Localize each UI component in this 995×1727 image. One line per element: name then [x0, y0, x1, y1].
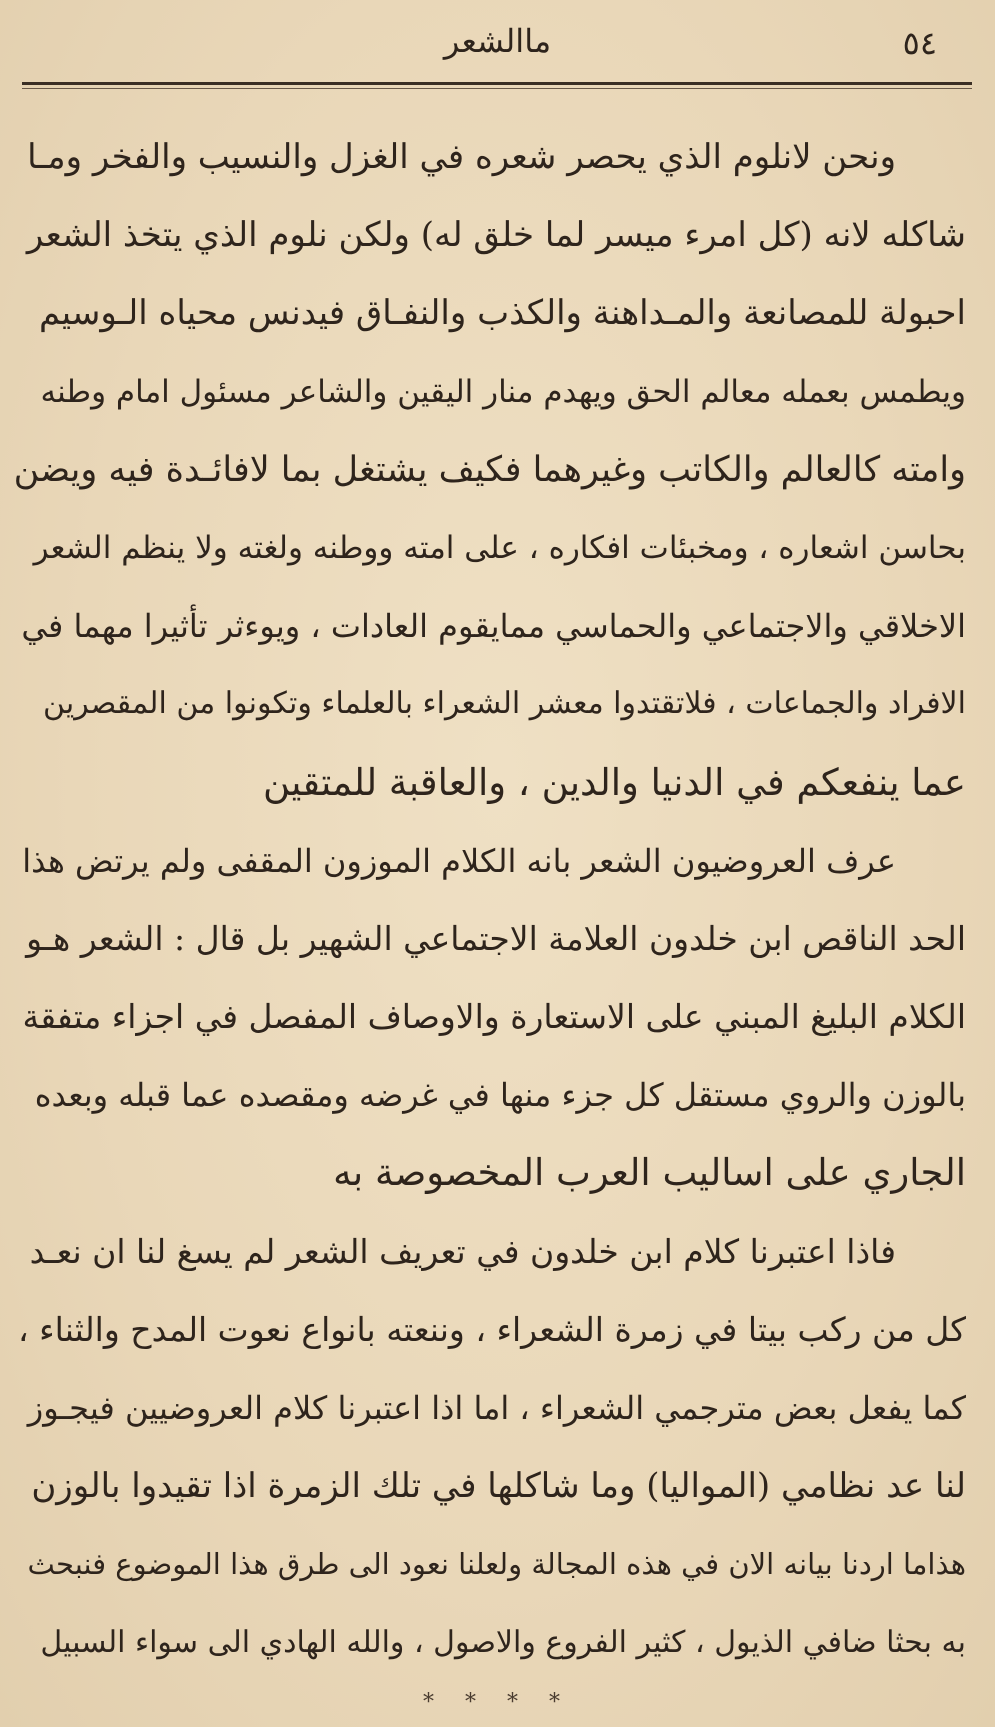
text-line: وامته كالعالم والكاتب وغيرهما فكيف يشتغل بما لافائـدة فيه ويضن: [14, 449, 966, 490]
body-text: [14, 118, 966, 1682]
text-line: كل من ركب بيتا في زمرة الشعراء ، وننعته بانواع نعوت المدح والثناء ،: [17, 1309, 966, 1349]
text-line: شاكله لانه (كل امرء ميسر لما خلق له) ولكن نلوم الذي يتخذ الشعر: [26, 215, 966, 256]
text-line: هذاما اردنا بيانه الان في هذه المجالة ولعلنا نعود الى طرق هذا الموضوع فنبحث: [27, 1547, 966, 1582]
text-line: فاذا اعتبرنا كلام ابن خلدون في تعريف الشعر لم يسغ لنا ان نعـد: [29, 1231, 896, 1271]
text-line: عرف العروضيون الشعر بانه الكلام الموزون المقفى ولم يرتض هذا: [22, 841, 896, 880]
page-header: [0, 18, 995, 68]
text-line: بالوزن والروي مستقل كل جزء منها في غرضه ومقصده عما قبله وبعده: [34, 1076, 966, 1115]
text-line: الكلام البليغ المبني على الاستعارة والاوصاف المفصل في اجزاء متفقة: [22, 997, 966, 1037]
text-line: الافراد والجماعات ، فلاتقتدوا معشر الشعراء بالعلماء وتكونوا من المقصرين: [43, 686, 966, 722]
text-line: به بحثا ضافي الذيول ، كثير الفروع والاصول ، والله الهادي الى سواء السبيل: [40, 1624, 966, 1660]
header-rule-thin: [22, 88, 972, 89]
text-line: الاخلاقي والاجتماعي والحماسي ممايقوم العادات ، ويوءثر تأثيرا مهما في: [21, 607, 966, 646]
text-line: عما ينفعكم في الدنيا والدين ، والعاقبة للمتقين: [263, 760, 966, 804]
text-line: ويطمس بعمله معالم الحق ويهدم منار اليقين والشاعر مسئول امام وطنه: [40, 373, 966, 410]
text-line: احبولة للمصانعة والمـداهنة والكذب والنفـاق فيدنس محياه الـوسيم: [39, 293, 966, 334]
text-line: بحاسن اشعاره ، ومخبئات افكاره ، على امته ووطنه ولغته ولا ينظم الشعر: [33, 529, 966, 566]
text-line: الجاري على اساليب العرب المخصوصة به: [333, 1151, 966, 1195]
running-title: ماالشعر: [443, 22, 552, 60]
section-ornament: * * * *: [423, 1690, 572, 1715]
text-line: كما يفعل بعض مترجمي الشعراء ، اما اذا اعتبرنا كلام العروضيين فيجـوز: [27, 1389, 966, 1427]
text-line: لنا عد نظامي (المواليا) وما شاكلها في تلك الزمرة اذا تقيدوا بالوزن: [31, 1466, 966, 1507]
text-line: الحد الناقص ابن خلدون العلامة الاجتماعي الشهير بل قال : الشعر هـو: [26, 918, 966, 958]
header-rule: [22, 82, 972, 85]
page-number: ٥٤: [902, 24, 937, 62]
text-line: ونحن لانلوم الذي يحصر شعره في الغزل والنسيب والفخر ومـا: [27, 137, 896, 177]
